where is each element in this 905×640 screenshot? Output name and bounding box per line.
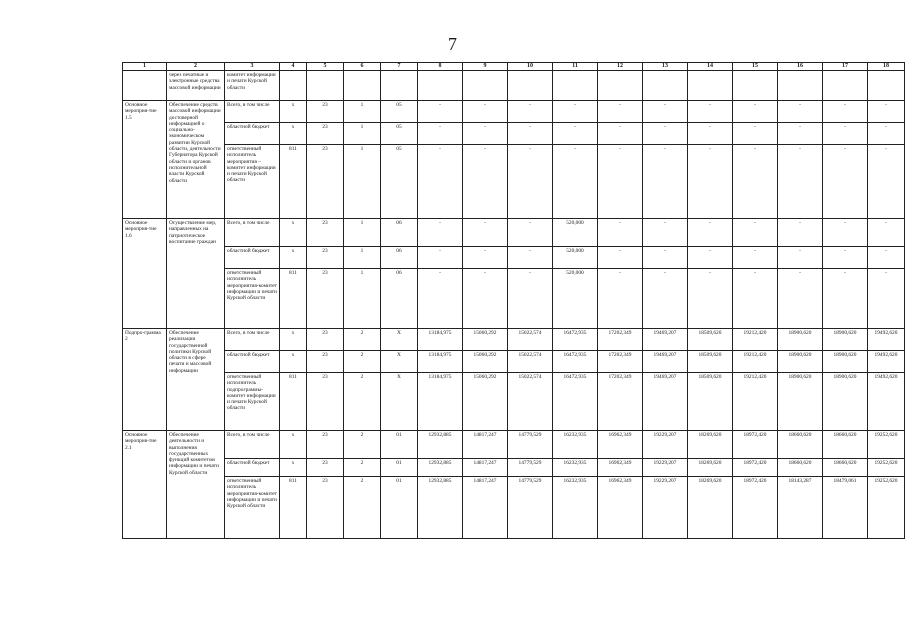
value-cell: 15022,574 — [508, 351, 553, 373]
value-cell: 19229,207 — [643, 477, 688, 539]
value-cell: 18143,287 — [778, 477, 823, 539]
value-cell: - — [463, 269, 508, 329]
value-cell: 19469,207 — [643, 329, 688, 351]
source-cell: областной бюджет — [225, 459, 280, 477]
value-cell: - — [868, 219, 905, 247]
value-cell: - — [688, 247, 733, 269]
value-cell: 14817,247 — [463, 477, 508, 539]
value-cell: 19212,420 — [733, 351, 778, 373]
value-cell: - — [688, 123, 733, 145]
value-cell: - — [778, 219, 823, 247]
value-cell: 14779,529 — [508, 459, 553, 477]
value-cell: 16472,935 — [553, 329, 598, 351]
value-cell: - — [553, 145, 598, 219]
value-cell: 23 — [307, 219, 344, 247]
value-cell: x — [280, 219, 307, 247]
value-cell: - — [733, 123, 778, 145]
col-header: 2 — [167, 63, 225, 71]
table-body — [123, 71, 905, 539]
item-code-cell: Основное мероприя-тие 1.5 — [123, 101, 167, 219]
value-cell: - — [598, 269, 643, 329]
value-cell: - — [733, 269, 778, 329]
source-cell: Всего, в том числе — [225, 219, 280, 247]
value-cell: 18269,620 — [688, 431, 733, 459]
value-cell: 17202,349 — [598, 373, 643, 431]
source-cell: Всего, в том числе — [225, 101, 280, 123]
value-cell: 16232,935 — [553, 459, 598, 477]
value-cell — [508, 71, 553, 101]
item-name-cell: Обеспечение реализации государственной политики Курской области в сфере печати и массовой информации — [167, 329, 225, 431]
value-cell: - — [643, 145, 688, 219]
value-cell: x — [280, 329, 307, 351]
value-cell: 23 — [307, 101, 344, 123]
value-cell — [381, 71, 418, 101]
value-cell: 18660,620 — [778, 459, 823, 477]
value-cell: 16962,349 — [598, 477, 643, 539]
value-cell: - — [598, 247, 643, 269]
value-cell: 13184,975 — [418, 351, 463, 373]
col-header: 5 — [307, 63, 344, 71]
value-cell: 18972,420 — [733, 477, 778, 539]
value-cell: 05 — [381, 145, 418, 219]
value-cell: - — [598, 123, 643, 145]
source-cell: областной бюджет — [225, 351, 280, 373]
value-cell: 16232,935 — [553, 431, 598, 459]
value-cell: 19252,620 — [868, 477, 905, 539]
value-cell: - — [868, 101, 905, 123]
value-cell: 19252,620 — [868, 431, 905, 459]
value-cell: X — [381, 373, 418, 431]
col-header: 9 — [463, 63, 508, 71]
value-cell: x — [280, 459, 307, 477]
value-cell: 17202,349 — [598, 351, 643, 373]
value-cell: - — [508, 269, 553, 329]
value-cell: - — [778, 145, 823, 219]
col-header: 6 — [344, 63, 381, 71]
value-cell: 18660,620 — [823, 459, 868, 477]
value-cell: - — [643, 247, 688, 269]
value-cell — [463, 71, 508, 101]
value-cell: 16472,935 — [553, 351, 598, 373]
value-cell — [823, 71, 868, 101]
value-cell: 05 — [381, 101, 418, 123]
value-cell: 19492,620 — [868, 373, 905, 431]
value-cell: - — [733, 247, 778, 269]
source-cell: ответственный исполнитель подпрограммы-комитет информации и печати Курской области — [225, 373, 280, 431]
value-cell: 811 — [280, 145, 307, 219]
source-cell: ответственный исполнитель мероприятия-комитет информации и печати Курской области — [225, 269, 280, 329]
value-cell: - — [733, 145, 778, 219]
value-cell: 23 — [307, 269, 344, 329]
table-row — [123, 351, 905, 373]
value-cell: 23 — [307, 145, 344, 219]
value-cell: 16232,935 — [553, 477, 598, 539]
source-cell: областной бюджет — [225, 247, 280, 269]
value-cell: 14817,247 — [463, 431, 508, 459]
item-code-cell: Основное мероприя-тие 1.6 — [123, 219, 167, 329]
source-cell: ответственный исполнитель мероприятия-комитет информации и печати Курской области — [225, 477, 280, 539]
value-cell: 15022,574 — [508, 329, 553, 351]
table-row — [123, 101, 905, 123]
value-cell: 01 — [381, 477, 418, 539]
value-cell: 520,000 — [553, 219, 598, 247]
value-cell — [307, 71, 344, 101]
item-name-cell: Обеспечение деятельности и выполнения государственных функций комитетом информации и печати Курской области — [167, 431, 225, 539]
table-row — [123, 219, 905, 247]
value-cell: 16962,349 — [598, 459, 643, 477]
value-cell: 2 — [344, 459, 381, 477]
value-cell: 1 — [344, 269, 381, 329]
value-cell: 1 — [344, 145, 381, 219]
value-cell — [280, 71, 307, 101]
value-cell: - — [643, 269, 688, 329]
value-cell: x — [280, 101, 307, 123]
value-cell: 23 — [307, 431, 344, 459]
value-cell: - — [688, 269, 733, 329]
value-cell: 2 — [344, 431, 381, 459]
value-cell: - — [688, 219, 733, 247]
value-cell: 19229,207 — [643, 459, 688, 477]
value-cell — [778, 71, 823, 101]
value-cell: - — [868, 145, 905, 219]
value-cell: - — [598, 219, 643, 247]
source-cell: Всего, в том числе — [225, 329, 280, 351]
value-cell: 19492,620 — [868, 351, 905, 373]
table-row — [123, 123, 905, 145]
value-cell: 15060,292 — [463, 373, 508, 431]
value-cell: - — [823, 101, 868, 123]
value-cell: 19229,207 — [643, 431, 688, 459]
page-number: 7 — [448, 34, 457, 54]
value-cell: - — [553, 101, 598, 123]
value-cell: 811 — [280, 477, 307, 539]
value-cell: 19469,207 — [643, 373, 688, 431]
value-cell — [733, 71, 778, 101]
value-cell: - — [463, 101, 508, 123]
value-cell: - — [823, 145, 868, 219]
value-cell — [643, 71, 688, 101]
value-cell: - — [508, 101, 553, 123]
value-cell: 1 — [344, 219, 381, 247]
col-header: 11 — [553, 63, 598, 71]
table-row — [123, 269, 905, 329]
value-cell: 17202,349 — [598, 329, 643, 351]
value-cell: - — [868, 269, 905, 329]
value-cell: 18972,420 — [733, 431, 778, 459]
table-row — [123, 477, 905, 539]
value-cell: 19252,620 — [868, 459, 905, 477]
value-cell: - — [463, 247, 508, 269]
value-cell: 23 — [307, 477, 344, 539]
value-cell: - — [508, 247, 553, 269]
value-cell — [868, 71, 905, 101]
col-header: 17 — [823, 63, 868, 71]
value-cell: - — [643, 101, 688, 123]
value-cell: 06 — [381, 247, 418, 269]
value-cell: X — [381, 351, 418, 373]
value-cell: - — [463, 145, 508, 219]
source-cell: ответственный исполнитель мероприятия – комитет информации и печати Курской области — [225, 145, 280, 219]
value-cell: - — [418, 219, 463, 247]
value-cell: 23 — [307, 329, 344, 351]
value-cell: 18900,620 — [778, 329, 823, 351]
value-cell: 18900,620 — [778, 373, 823, 431]
value-cell: 18509,620 — [688, 373, 733, 431]
value-cell: 23 — [307, 123, 344, 145]
value-cell: 05 — [381, 123, 418, 145]
value-cell: 2 — [344, 477, 381, 539]
value-cell — [344, 71, 381, 101]
value-cell: - — [778, 123, 823, 145]
value-cell: x — [280, 351, 307, 373]
value-cell: - — [823, 247, 868, 269]
item-code-cell — [123, 71, 167, 101]
value-cell: 13184,975 — [418, 373, 463, 431]
value-cell: - — [418, 247, 463, 269]
value-cell: 12932,885 — [418, 459, 463, 477]
source-cell: комитет информации и печати Курской области — [225, 71, 280, 101]
col-header: 7 — [381, 63, 418, 71]
budget-table — [122, 62, 905, 539]
col-header: 12 — [598, 63, 643, 71]
value-cell: 520,000 — [553, 269, 598, 329]
value-cell: 14779,529 — [508, 431, 553, 459]
value-cell: 1 — [344, 101, 381, 123]
value-cell: 2 — [344, 329, 381, 351]
value-cell: - — [778, 269, 823, 329]
value-cell: 14779,529 — [508, 477, 553, 539]
col-header: 13 — [643, 63, 688, 71]
col-header: 15 — [733, 63, 778, 71]
header-row — [123, 63, 905, 71]
col-header: 1 — [123, 63, 167, 71]
value-cell: 19492,620 — [868, 329, 905, 351]
value-cell: 16962,349 — [598, 431, 643, 459]
value-cell: 2 — [344, 351, 381, 373]
value-cell: x — [280, 247, 307, 269]
value-cell: - — [463, 219, 508, 247]
value-cell: 18269,620 — [688, 459, 733, 477]
value-cell: - — [733, 101, 778, 123]
value-cell: 1 — [344, 247, 381, 269]
value-cell: - — [823, 219, 868, 247]
value-cell: 23 — [307, 351, 344, 373]
col-header: 3 — [225, 63, 280, 71]
col-header: 10 — [508, 63, 553, 71]
value-cell: - — [553, 123, 598, 145]
value-cell: 18660,620 — [823, 431, 868, 459]
value-cell: - — [598, 101, 643, 123]
value-cell: 2 — [344, 373, 381, 431]
value-cell: - — [823, 123, 868, 145]
value-cell: - — [508, 145, 553, 219]
value-cell: - — [868, 123, 905, 145]
table-row — [123, 431, 905, 459]
value-cell: 15060,292 — [463, 351, 508, 373]
value-cell: 811 — [280, 269, 307, 329]
item-code-cell: Подпро-грамма 2 — [123, 329, 167, 431]
col-header: 4 — [280, 63, 307, 71]
value-cell: - — [463, 123, 508, 145]
col-header: 16 — [778, 63, 823, 71]
value-cell: x — [280, 123, 307, 145]
value-cell: - — [643, 123, 688, 145]
value-cell: 1 — [344, 123, 381, 145]
value-cell: 18269,620 — [688, 477, 733, 539]
table-row — [123, 459, 905, 477]
value-cell: 06 — [381, 219, 418, 247]
value-cell — [598, 71, 643, 101]
value-cell — [688, 71, 733, 101]
value-cell: 12932,885 — [418, 477, 463, 539]
value-cell: 23 — [307, 373, 344, 431]
value-cell: 520,000 — [553, 247, 598, 269]
value-cell: 01 — [381, 431, 418, 459]
value-cell: 18900,620 — [823, 373, 868, 431]
value-cell: - — [868, 247, 905, 269]
table-row — [123, 247, 905, 269]
source-cell: Всего, в том числе — [225, 431, 280, 459]
value-cell: 18972,420 — [733, 459, 778, 477]
value-cell: - — [418, 145, 463, 219]
value-cell: 15060,292 — [463, 329, 508, 351]
value-cell: 811 — [280, 373, 307, 431]
value-cell: 18900,620 — [823, 351, 868, 373]
item-name-cell: через печатные и электронные средства массовой информации — [167, 71, 225, 101]
col-header: 14 — [688, 63, 733, 71]
value-cell: - — [688, 145, 733, 219]
value-cell: 18660,620 — [778, 431, 823, 459]
value-cell: - — [418, 269, 463, 329]
value-cell: 15022,574 — [508, 373, 553, 431]
value-cell: - — [733, 219, 778, 247]
table-row — [123, 373, 905, 431]
value-cell: - — [508, 123, 553, 145]
value-cell: - — [688, 101, 733, 123]
value-cell: 18900,620 — [823, 329, 868, 351]
value-cell: 14817,247 — [463, 459, 508, 477]
item-code-cell: Основное мероприя-тие 2.1 — [123, 431, 167, 539]
value-cell: 18900,620 — [778, 351, 823, 373]
value-cell: X — [381, 329, 418, 351]
value-cell: 19212,420 — [733, 329, 778, 351]
value-cell: 06 — [381, 269, 418, 329]
value-cell: 12932,885 — [418, 431, 463, 459]
item-name-cell: Обеспечение средств массовой информации достоверной информацией о социально-экономическом развитии Курской области, деятельности Губернатора Курской области и органов исполнительной власти Курской области — [167, 101, 225, 219]
value-cell: 16472,935 — [553, 373, 598, 431]
source-cell: областной бюджет — [225, 123, 280, 145]
value-cell: - — [598, 145, 643, 219]
value-cell: - — [778, 247, 823, 269]
item-name-cell: Осуществление мер, направленных на патриотическое воспитание граждан — [167, 219, 225, 329]
table-row — [123, 329, 905, 351]
table-row — [123, 71, 905, 101]
value-cell: 19212,420 — [733, 373, 778, 431]
value-cell: 18479,061 — [823, 477, 868, 539]
value-cell: - — [418, 123, 463, 145]
value-cell: - — [643, 219, 688, 247]
value-cell: 18509,620 — [688, 329, 733, 351]
value-cell: - — [508, 219, 553, 247]
value-cell: 19469,207 — [643, 351, 688, 373]
value-cell: 13184,975 — [418, 329, 463, 351]
value-cell: 23 — [307, 459, 344, 477]
value-cell: 23 — [307, 247, 344, 269]
value-cell: - — [418, 101, 463, 123]
value-cell: 18509,620 — [688, 351, 733, 373]
table-row — [123, 145, 905, 219]
value-cell: 01 — [381, 459, 418, 477]
col-header: 18 — [868, 63, 905, 71]
value-cell: x — [280, 431, 307, 459]
value-cell: - — [823, 269, 868, 329]
value-cell — [418, 71, 463, 101]
col-header: 8 — [418, 63, 463, 71]
value-cell: - — [778, 101, 823, 123]
value-cell — [553, 71, 598, 101]
